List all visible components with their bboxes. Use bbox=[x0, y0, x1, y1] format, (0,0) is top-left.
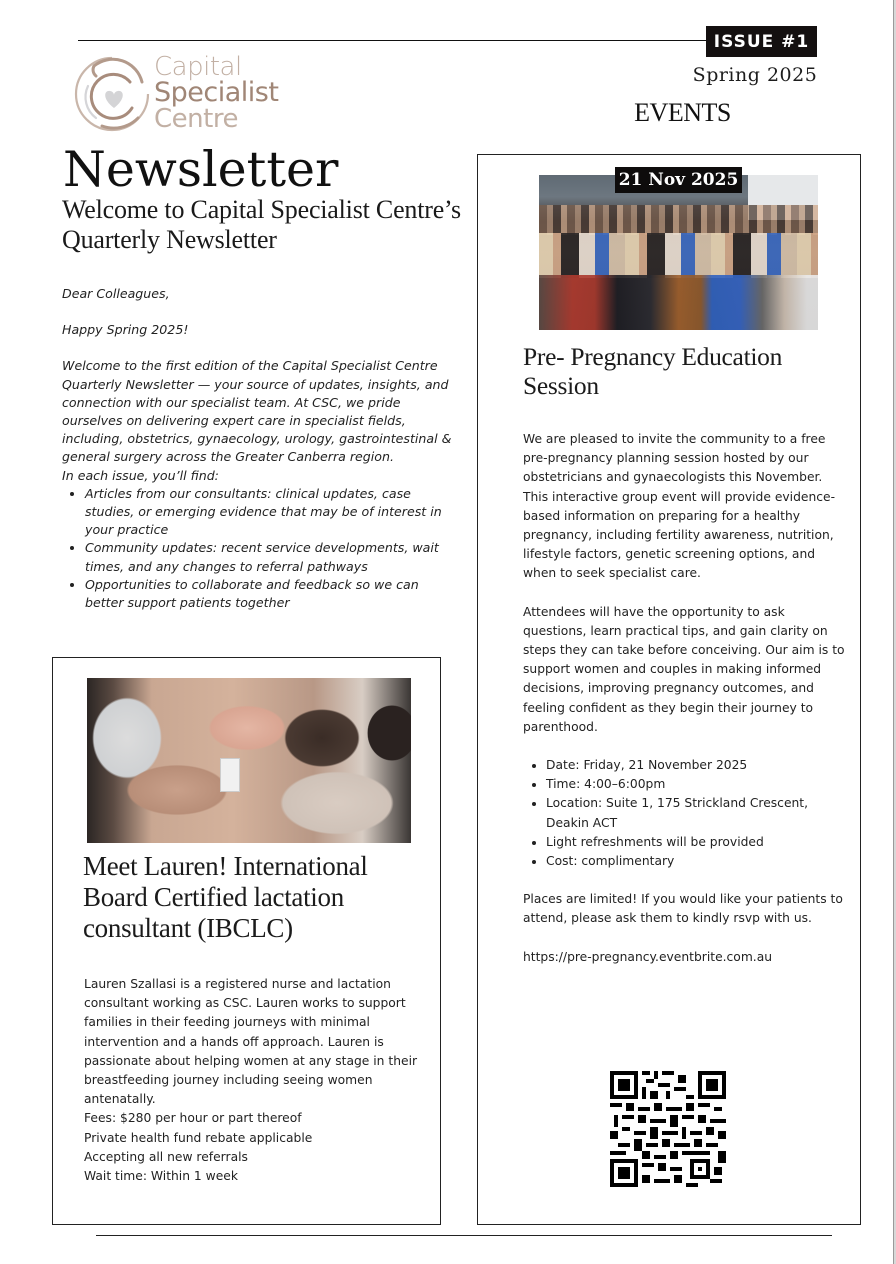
event-detail-date: • Date: Friday, 21 November 2025 bbox=[546, 756, 848, 775]
intro-paragraph: Welcome to the first edition of the Capital Specialist Centre Quarterly Newsletter — your source of updates, insights, and connection with our specialist team. At CSC, we pride ourselves on delivering expert care in specialist fields, including, obstetrics, gynaecology, urology, gastrointestinal & general surgery across the Greater Canberra region. bbox=[62, 358, 452, 465]
hospital-wristband bbox=[220, 758, 240, 792]
newsletter-subtitle: Welcome to Capital Specialist Centre’s Quarterly Newsletter bbox=[62, 195, 461, 254]
event-detail-time: • Time: 4:00–6:00pm bbox=[546, 775, 848, 794]
intro-list bbox=[62, 485, 452, 612]
lauren-card-body bbox=[84, 975, 424, 1186]
event-card-title: Pre- Pregnancy Education Session bbox=[523, 342, 783, 400]
qr-code-icon[interactable] bbox=[610, 1071, 726, 1187]
season-label: Spring 2025 bbox=[692, 64, 818, 86]
event-audience-photo bbox=[539, 175, 818, 330]
intro-list-item: • Opportunities to collaborate and feedback so we can better support patients together bbox=[85, 576, 452, 612]
lauren-fees: Fees: $280 per hour or part thereof bbox=[84, 1111, 302, 1126]
lauren-bio: Lauren Szallasi is a registered nurse and lactation consultant working as CSC. Lauren works to support families in their feeding journeys with minimal intervention and a hands off approach. Lauren is passionate about helping women at any stage in their breastfeeding journey including seeing women antenatally. bbox=[84, 977, 418, 1107]
logo-line-1: Capital bbox=[154, 52, 242, 82]
event-card-body bbox=[523, 430, 848, 967]
event-paragraph-1: We are pleased to invite the community to a free pre-pregnancy planning session hosted by our obstetricians and gynaecologists this November. This interactive group event will provide evidence-based information on preparing for a healthy pregnancy, including fertility awareness, nutrition, lifestyle factors, genetic screening options, and when to seek specialist care. bbox=[523, 432, 836, 581]
bottom-rule bbox=[96, 1235, 832, 1236]
event-rsvp: Places are limited! If you would like your patients to attend, please ask them to kindly rsvp with us. bbox=[523, 892, 843, 926]
event-detail-cost: • Cost: complimentary bbox=[546, 852, 848, 871]
newsletter-title: Newsletter bbox=[63, 141, 339, 198]
list-intro: In each issue, you’ll find: bbox=[62, 467, 219, 483]
event-date-label: 21 Nov 2025 bbox=[615, 167, 742, 193]
logo-line-3: Centre bbox=[154, 104, 238, 134]
intro-section bbox=[62, 285, 452, 612]
logo-line-2: Specialist bbox=[154, 77, 279, 108]
events-heading: EVENTS bbox=[634, 98, 731, 127]
lauren-card-title: Meet Lauren! International Board Certified lactation consultant (IBCLC) bbox=[83, 851, 368, 943]
issue-badge: ISSUE #1 bbox=[706, 26, 817, 57]
lauren-referrals: Accepting all new referrals bbox=[84, 1149, 248, 1164]
spring-greeting: Happy Spring 2025! bbox=[62, 322, 189, 338]
logo bbox=[72, 52, 302, 138]
logo-wordmark bbox=[154, 54, 278, 132]
event-url-link[interactable]: https://pre-pregnancy.eventbrite.com.au bbox=[523, 949, 773, 964]
event-detail-refreshments: • Light refreshments will be provided bbox=[546, 833, 848, 852]
top-rule bbox=[78, 40, 708, 41]
event-details-list bbox=[523, 756, 848, 871]
heart-circle-logo-icon bbox=[72, 52, 152, 136]
event-paragraph-2: Attendees will have the opportunity to ask questions, learn practical tips, and gain clarity on steps they can take before conceiving. Our aim is to support women and couples in making informed decisions, improving pregnancy outcomes, and feeling confident as they begin their journey to parenthood. bbox=[523, 604, 845, 734]
intro-list-item: • Articles from our consultants: clinical updates, case studies, or emerging evidence that may be of interest in your practice bbox=[85, 485, 452, 540]
breastfeeding-photo bbox=[87, 678, 411, 843]
lauren-rebate: Private health fund rebate applicable bbox=[84, 1130, 313, 1145]
event-detail-location: • Location: Suite 1, 175 Strickland Crescent, Deakin ACT bbox=[546, 794, 848, 832]
intro-list-item: • Community updates: recent service developments, wait times, and any changes to referral pathways bbox=[85, 539, 452, 575]
lauren-wait-time: Wait time: Within 1 week bbox=[84, 1169, 238, 1184]
greeting: Dear Colleagues, bbox=[62, 286, 170, 301]
